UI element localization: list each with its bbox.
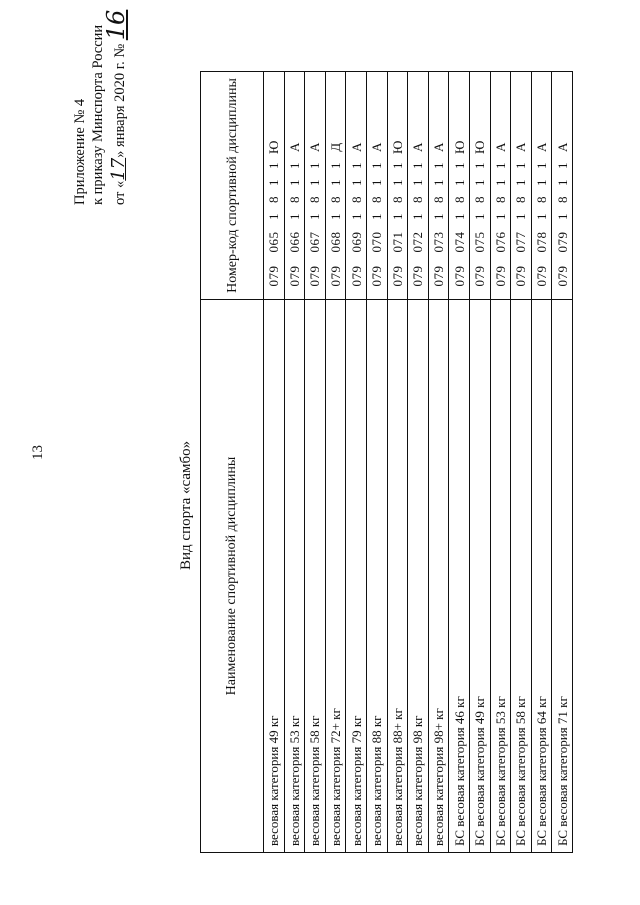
code-part: 079 — [286, 265, 302, 287]
code-part: 8 — [513, 196, 529, 203]
table-row — [387, 72, 408, 853]
discipline-name: весовая категория 49 кг — [264, 300, 285, 853]
code-part: А — [410, 142, 426, 152]
code-part: 1 — [348, 162, 364, 169]
code-part: 8 — [554, 196, 570, 203]
table-row — [490, 72, 511, 853]
code-part: 1 — [513, 162, 529, 169]
discipline-code — [264, 72, 285, 300]
code-part: 079 — [513, 265, 529, 287]
discipline-name: весовая категория 72+ кг — [325, 300, 346, 853]
code-part: 1 — [534, 162, 550, 169]
code-part: 079 — [554, 265, 570, 287]
code-part: 079 — [389, 265, 405, 287]
appendix-title: Приложение № 4 — [72, 98, 88, 205]
code-part: А — [534, 142, 550, 152]
code-part: 079 — [431, 265, 447, 287]
discipline-code — [408, 72, 429, 300]
discipline-code — [511, 72, 532, 300]
table-row — [408, 72, 429, 853]
code-part: 068 — [328, 231, 344, 253]
table-row — [284, 72, 305, 853]
header-discipline-code: Номер-код спортивной дисциплины — [201, 72, 264, 300]
code-part: 1 — [451, 213, 467, 220]
code-part: 8 — [410, 196, 426, 203]
code-part: 1 — [513, 213, 529, 220]
code-part: 079 — [472, 265, 488, 287]
code-part: 1 — [554, 162, 570, 169]
code-part: 1 — [369, 162, 385, 169]
code-part: 8 — [451, 196, 467, 203]
code-part: 071 — [389, 231, 405, 253]
appendix-order-reference: к приказу Минспорта России — [90, 24, 106, 205]
code-part: 1 — [472, 162, 488, 169]
code-part: 8 — [492, 196, 508, 203]
code-part: 079 — [534, 265, 550, 287]
code-part: 065 — [266, 231, 282, 253]
table-header-row — [201, 72, 264, 853]
code-part: 074 — [451, 231, 467, 253]
discipline-code — [366, 72, 387, 300]
discipline-name: БС весовая категория 64 кг — [531, 300, 552, 853]
code-part: 8 — [369, 196, 385, 203]
code-part: 1 — [307, 179, 323, 186]
table-row — [531, 72, 552, 853]
code-part: 079 — [451, 265, 467, 287]
code-part: 8 — [431, 196, 447, 203]
code-part: 1 — [286, 213, 302, 220]
code-part: А — [431, 142, 447, 152]
code-part: А — [307, 142, 323, 152]
code-part: 1 — [348, 213, 364, 220]
discipline-code — [552, 72, 573, 300]
sport-title: Вид спорта «самбо» — [178, 440, 194, 570]
code-part: 1 — [266, 179, 282, 186]
code-part: 079 — [410, 265, 426, 287]
code-part: 066 — [286, 231, 302, 253]
table-row — [264, 72, 285, 853]
discipline-name: БС весовая категория 58 кг — [511, 300, 532, 853]
code-part: 1 — [472, 213, 488, 220]
code-part: 1 — [266, 162, 282, 169]
code-part: 8 — [534, 196, 550, 203]
code-part: 8 — [472, 196, 488, 203]
discipline-code — [346, 72, 367, 300]
discipline-name: весовая категория 98 кг — [408, 300, 429, 853]
order-day-handwritten: 17 — [108, 157, 129, 181]
discipline-name: весовая категория 58 кг — [305, 300, 326, 853]
discipline-code — [469, 72, 490, 300]
code-part: 1 — [554, 179, 570, 186]
discipline-name: БС весовая категория 49 кг — [469, 300, 490, 853]
code-part: 1 — [389, 213, 405, 220]
table-row — [325, 72, 346, 853]
code-part: 1 — [328, 213, 344, 220]
discipline-code — [490, 72, 511, 300]
code-part: 1 — [492, 179, 508, 186]
code-part: 079 — [348, 265, 364, 287]
code-part: 073 — [431, 231, 447, 253]
code-part: А — [348, 142, 364, 152]
code-part: 8 — [328, 196, 344, 203]
code-part: Ю — [389, 140, 405, 154]
code-part: 077 — [513, 231, 529, 253]
code-part: 1 — [534, 213, 550, 220]
code-part: 1 — [410, 179, 426, 186]
code-part: 072 — [410, 231, 426, 253]
table-row — [449, 72, 470, 853]
appendix-order-date — [102, 9, 130, 205]
code-part: 1 — [513, 179, 529, 186]
code-part: 1 — [307, 162, 323, 169]
code-part: 070 — [369, 231, 385, 253]
code-part: 1 — [492, 213, 508, 220]
code-part: 1 — [286, 162, 302, 169]
code-part: 1 — [389, 179, 405, 186]
code-part: 1 — [328, 179, 344, 186]
code-part: 1 — [328, 162, 344, 169]
code-part: 1 — [431, 213, 447, 220]
table-row — [428, 72, 449, 853]
code-part: Ю — [472, 140, 488, 154]
code-part: 8 — [389, 196, 405, 203]
page-number: 13 — [30, 445, 46, 460]
code-part: 8 — [348, 196, 364, 203]
code-part: 1 — [266, 213, 282, 220]
discipline-name: БС весовая категория 71 кг — [552, 300, 573, 853]
code-part: 079 — [492, 265, 508, 287]
code-part: 1 — [431, 179, 447, 186]
table-row — [305, 72, 326, 853]
discipline-code — [305, 72, 326, 300]
discipline-code — [325, 72, 346, 300]
code-part: А — [286, 142, 302, 152]
code-part: 079 — [307, 265, 323, 287]
discipline-code — [428, 72, 449, 300]
table-row — [366, 72, 387, 853]
code-part: 079 — [554, 231, 570, 253]
discipline-name: весовая категория 98+ кг — [428, 300, 449, 853]
discipline-code — [531, 72, 552, 300]
code-part: 075 — [472, 231, 488, 253]
code-part: Ю — [266, 140, 282, 154]
code-part: А — [369, 142, 385, 152]
code-part: 076 — [492, 231, 508, 253]
table-row — [346, 72, 367, 853]
table-row — [511, 72, 532, 853]
discipline-code — [284, 72, 305, 300]
code-part: 1 — [492, 162, 508, 169]
code-part: А — [554, 142, 570, 152]
discipline-name: БС весовая категория 53 кг — [490, 300, 511, 853]
code-part: 079 — [266, 265, 282, 287]
disciplines-table — [200, 71, 573, 853]
code-part: 8 — [307, 196, 323, 203]
table-row — [469, 72, 490, 853]
code-part: А — [513, 142, 529, 152]
code-part: 1 — [307, 213, 323, 220]
code-part: 1 — [472, 179, 488, 186]
code-part: 067 — [307, 231, 323, 253]
code-part: 1 — [389, 162, 405, 169]
discipline-name: весовая категория 88 кг — [366, 300, 387, 853]
code-part: 1 — [348, 179, 364, 186]
table-row — [552, 72, 573, 853]
code-part: 1 — [451, 179, 467, 186]
table-body — [264, 72, 573, 853]
discipline-code — [449, 72, 470, 300]
code-part: Д — [328, 142, 344, 152]
code-part: 1 — [451, 162, 467, 169]
code-part: 1 — [369, 213, 385, 220]
code-part: 1 — [534, 179, 550, 186]
order-number-handwritten: 16 — [102, 9, 130, 41]
code-part: 8 — [266, 196, 282, 203]
code-part: 1 — [431, 162, 447, 169]
order-date-middle: » января 2020 г. № — [112, 43, 128, 158]
code-part: А — [492, 142, 508, 152]
code-part: 079 — [328, 265, 344, 287]
discipline-code — [387, 72, 408, 300]
discipline-name: весовая категория 88+ кг — [387, 300, 408, 853]
code-part: 1 — [410, 162, 426, 169]
code-part: 8 — [286, 196, 302, 203]
code-part: 079 — [369, 265, 385, 287]
code-part: 078 — [534, 231, 550, 253]
discipline-name: весовая категория 53 кг — [284, 300, 305, 853]
discipline-name: весовая категория 79 кг — [346, 300, 367, 853]
code-part: 1 — [554, 213, 570, 220]
code-part: 1 — [369, 179, 385, 186]
code-part: 1 — [286, 179, 302, 186]
code-part: Ю — [451, 140, 467, 154]
code-part: 1 — [410, 213, 426, 220]
code-part: 069 — [348, 231, 364, 253]
order-date-prefix: от « — [112, 180, 128, 205]
header-discipline-name: Наименование спортивной дисциплины — [201, 300, 264, 853]
discipline-name: БС весовая категория 46 кг — [449, 300, 470, 853]
